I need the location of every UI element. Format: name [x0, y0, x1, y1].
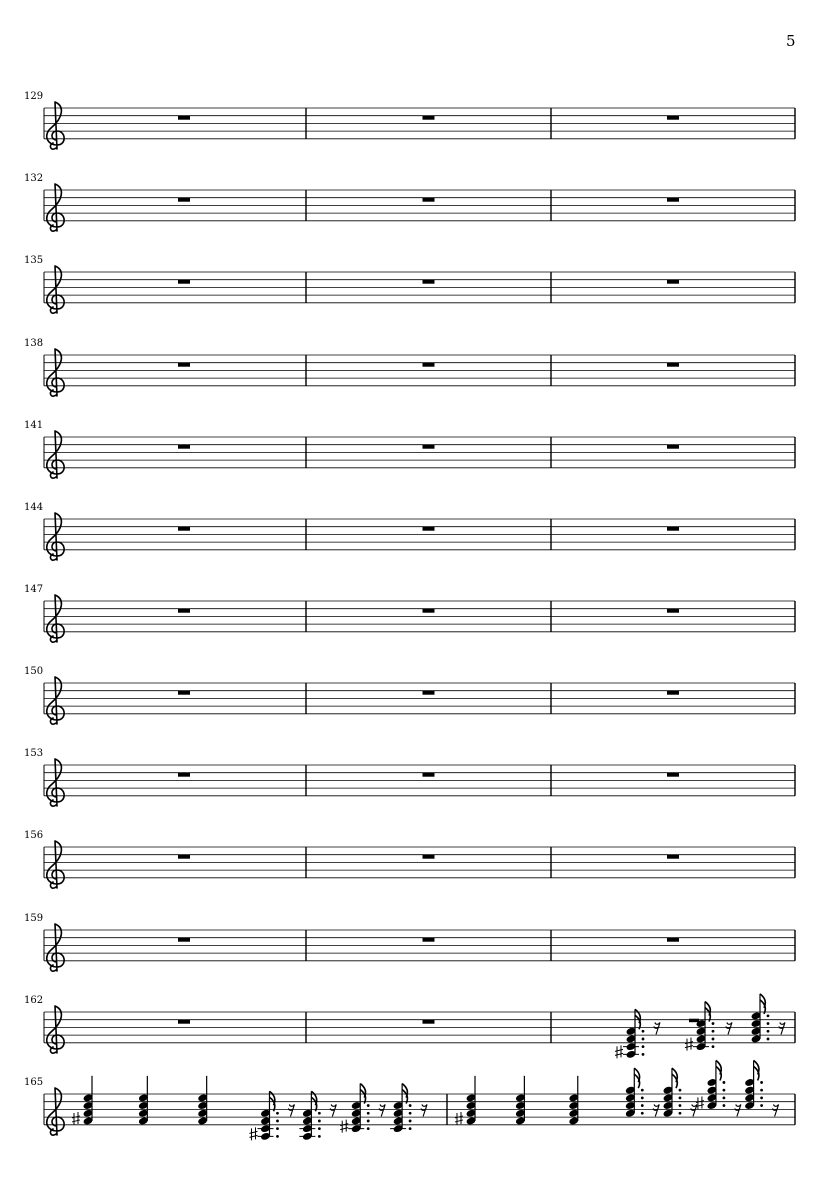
dot: [318, 1112, 321, 1115]
whole-rest: [667, 855, 679, 859]
dot: [767, 1038, 770, 1041]
staff-system: [24, 420, 795, 478]
dot: [641, 1089, 644, 1092]
whole-rest: [667, 116, 679, 120]
whole-rest: [667, 938, 679, 942]
whole-rest: [667, 527, 679, 531]
dot: [276, 1112, 279, 1115]
dot: [276, 1127, 279, 1130]
dot: [641, 1104, 644, 1107]
staff-system: [24, 748, 795, 806]
sixteenth-rest: [330, 1104, 336, 1116]
whole-rest: [178, 198, 190, 202]
treble-clef-icon: [47, 1088, 64, 1135]
sharp-icon: [72, 1112, 80, 1125]
whole-rest: [178, 855, 190, 859]
sixteenth-rest: [379, 1104, 385, 1116]
sixteenth-rest: [421, 1104, 427, 1116]
dot: [712, 1038, 715, 1041]
dot: [409, 1112, 412, 1115]
staff-system: [24, 255, 795, 313]
staff-system: [24, 1060, 795, 1140]
dot: [723, 1081, 726, 1084]
dot: [679, 1104, 682, 1107]
whole-rest: [423, 773, 435, 777]
whole-rest: [667, 773, 679, 777]
treble-clef-icon: [47, 595, 64, 642]
whole-rest: [423, 280, 435, 284]
staff-system: [24, 994, 795, 1059]
dot: [760, 1081, 763, 1084]
dot: [679, 1096, 682, 1099]
dot: [642, 1038, 645, 1041]
sixteenth-rest: [726, 1022, 732, 1034]
dot: [318, 1135, 321, 1138]
sharp-icon: [615, 1045, 623, 1058]
measure-number: 141: [24, 420, 44, 431]
treble-clef-icon: [47, 924, 64, 971]
treble-clef-icon: [47, 349, 64, 396]
dot: [760, 1089, 763, 1092]
whole-rest: [178, 609, 190, 613]
sixteenth-rest: [288, 1104, 294, 1116]
dot: [767, 1014, 770, 1017]
sixteenth-rest: [779, 1022, 785, 1034]
whole-rest: [423, 363, 435, 367]
treble-clef-icon: [47, 184, 64, 231]
whole-rest: [423, 1020, 435, 1024]
measure-number: 144: [24, 502, 44, 513]
dot: [679, 1112, 682, 1115]
dot: [712, 1045, 715, 1048]
dot: [641, 1096, 644, 1099]
dot: [642, 1053, 645, 1056]
dot: [723, 1096, 726, 1099]
sixteenth-rest: [735, 1104, 741, 1116]
treble-clef-icon: [47, 841, 64, 888]
dot: [409, 1104, 412, 1107]
dot: [367, 1120, 370, 1123]
dot: [409, 1120, 412, 1123]
treble-clef-icon: [47, 102, 64, 149]
dot: [318, 1120, 321, 1123]
whole-rest: [423, 198, 435, 202]
measure-number: 162: [24, 995, 44, 1006]
measure-number: 159: [24, 913, 44, 924]
whole-rest: [423, 609, 435, 613]
whole-rest: [667, 363, 679, 367]
sharp-icon: [685, 1038, 693, 1051]
measure-number: 156: [24, 830, 44, 841]
measure-number: 135: [24, 255, 44, 266]
measure-number: 150: [24, 666, 44, 677]
whole-rest: [178, 773, 190, 777]
dot: [367, 1112, 370, 1115]
measure-number: 147: [24, 584, 44, 595]
whole-rest: [423, 527, 435, 531]
sixteenth-rest: [654, 1022, 660, 1034]
dot: [642, 1030, 645, 1033]
measure-number: 132: [24, 173, 44, 184]
dot: [642, 1045, 645, 1048]
sharp-icon: [696, 1097, 704, 1110]
whole-rest: [178, 445, 190, 449]
whole-rest: [178, 691, 190, 695]
dot: [318, 1127, 321, 1130]
dot: [641, 1112, 644, 1115]
dot: [760, 1096, 763, 1099]
dot: [276, 1135, 279, 1138]
treble-clef-icon: [47, 677, 64, 724]
staff-system: [24, 913, 795, 971]
page-number: 5: [786, 32, 796, 50]
dot: [276, 1120, 279, 1123]
staff-system: [24, 584, 795, 642]
measure-number: 153: [24, 748, 44, 759]
treble-clef-icon: [47, 513, 64, 560]
whole-rest: [423, 938, 435, 942]
whole-rest: [178, 116, 190, 120]
whole-rest: [667, 691, 679, 695]
whole-rest: [667, 609, 679, 613]
sharp-icon: [455, 1112, 463, 1125]
sharp-icon: [249, 1127, 257, 1140]
whole-rest: [667, 445, 679, 449]
dot: [409, 1127, 412, 1130]
treble-clef-icon: [47, 759, 64, 806]
dot: [367, 1104, 370, 1107]
staff-system: [24, 91, 795, 149]
dot: [367, 1127, 370, 1130]
dot: [723, 1089, 726, 1092]
whole-rest: [178, 363, 190, 367]
dot: [767, 1022, 770, 1025]
whole-rest: [667, 280, 679, 284]
staff-system: [24, 666, 795, 724]
whole-rest: [423, 855, 435, 859]
staff-system: [24, 502, 795, 560]
whole-rest: [178, 527, 190, 531]
sixteenth-rest: [773, 1104, 779, 1116]
dot: [767, 1030, 770, 1033]
dot: [679, 1089, 682, 1092]
whole-rest: [423, 691, 435, 695]
staff-system: [24, 830, 795, 888]
dot: [712, 1022, 715, 1025]
treble-clef-icon: [47, 431, 64, 478]
treble-clef-icon: [47, 1006, 64, 1053]
sharp-icon: [340, 1120, 348, 1133]
whole-rest: [178, 1020, 190, 1024]
whole-rest: [178, 938, 190, 942]
measure-number: 129: [24, 91, 44, 102]
dot: [723, 1104, 726, 1107]
whole-rest: [178, 280, 190, 284]
staff-system: [24, 338, 795, 396]
treble-clef-icon: [47, 266, 64, 313]
sixteenth-rest: [653, 1104, 659, 1116]
dot: [712, 1030, 715, 1033]
measure-number: 138: [24, 338, 44, 349]
measure-number: 165: [24, 1077, 44, 1088]
dot: [760, 1104, 763, 1107]
whole-rest: [667, 198, 679, 202]
rest: [689, 1019, 699, 1023]
whole-rest: [423, 445, 435, 449]
whole-rest: [423, 116, 435, 120]
staff-system: [24, 173, 795, 231]
